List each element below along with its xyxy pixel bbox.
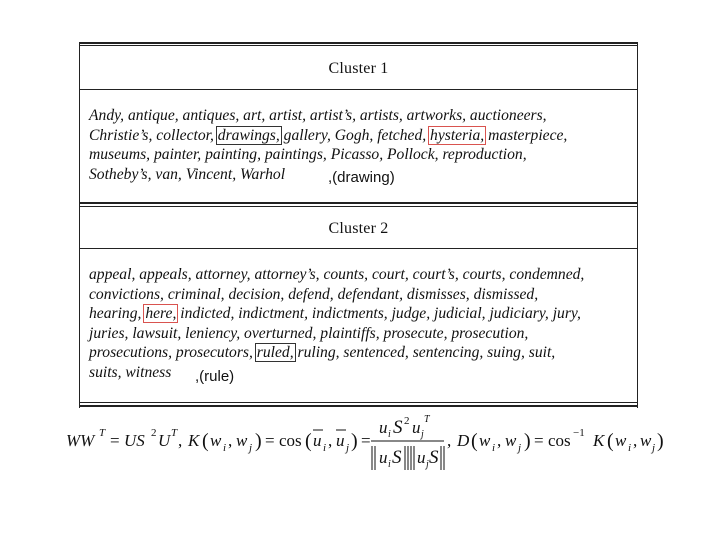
- formula-num-ui-sub: i: [388, 429, 391, 440]
- formula-uj-sub: j: [346, 442, 350, 454]
- formula-k2: K: [593, 431, 605, 450]
- formula-comma5: ,: [497, 431, 502, 450]
- word-line: [89, 324, 634, 344]
- formula-comma3: ,: [328, 431, 333, 450]
- word-text: suits, witness: [89, 363, 172, 381]
- word-text: Sotheby’s, van, Vincent, Warhol: [89, 165, 286, 183]
- formula-eq4: =: [534, 431, 544, 450]
- cluster2-title: Cluster 2: [328, 220, 389, 237]
- word-line: [89, 145, 634, 165]
- formula-wi: w: [210, 431, 222, 450]
- word-text: indicted, indictment, indictments, judge, judicial, judiciary, jury,: [176, 305, 581, 323]
- word-line: [89, 304, 634, 324]
- formula-d-wi-sub: i: [492, 442, 496, 454]
- formula-den-ui-sub: i: [388, 459, 391, 470]
- formula-eq3: =: [361, 431, 371, 450]
- formula-us: US: [124, 431, 145, 450]
- cluster2-header-rule: [79, 248, 638, 249]
- formula-comma2: ,: [228, 431, 233, 450]
- top-rule: [79, 42, 638, 44]
- word-text: appeal, appeals, attorney, attorney’s, counts, court, court’s, courts, condemned,: [89, 266, 585, 283]
- formula-d-wj: w: [505, 431, 517, 450]
- highlighted-word: drawings,: [217, 126, 280, 144]
- word-text: convictions, criminal, decision, defend, defendant, dismisses, dismissed,: [89, 285, 539, 303]
- word-line: [89, 343, 634, 363]
- formula-s-sq: 2: [151, 427, 157, 439]
- formula-wj: w: [236, 431, 248, 450]
- cluster1-note: ,(drawing): [328, 169, 395, 186]
- cluster-separator: [79, 202, 638, 204]
- word-line: [89, 285, 634, 305]
- formula-cos: cos: [279, 431, 302, 450]
- highlighted-word: ruled,: [256, 344, 294, 362]
- formula-k2-wi-sub: i: [628, 442, 632, 454]
- formula-paren5: (: [471, 430, 478, 452]
- formula-comma1: ,: [178, 431, 183, 450]
- cluster-separator-inner: [79, 206, 638, 207]
- formula-k2-wi: w: [615, 431, 627, 450]
- formula-d-wi: w: [479, 431, 491, 450]
- formula-wi-sub: i: [223, 442, 227, 454]
- formula-paren6: ): [524, 430, 531, 452]
- bottom-rule: [79, 405, 638, 407]
- word-text: Christie’s, collector,: [89, 126, 218, 144]
- word-line: [89, 265, 634, 285]
- bottom-rule-inner: [79, 402, 638, 403]
- formula-k2-wj-sub: j: [652, 442, 656, 454]
- formula-ww: WW: [66, 431, 95, 450]
- word-text: ruling, sentenced, sentencing, suing, suit,: [293, 344, 556, 362]
- formula-eq2: =: [265, 431, 275, 450]
- formula-d-wj-sub: j: [518, 442, 522, 454]
- formula-t2: T: [171, 427, 178, 439]
- formula-k2-wj: w: [640, 431, 652, 450]
- cluster1-title: Cluster 1: [328, 60, 389, 77]
- formula-num-ui: u: [379, 418, 388, 437]
- formula-paren4: ): [351, 430, 358, 452]
- word-line: [89, 126, 634, 146]
- cluster2-words: [89, 265, 634, 383]
- cluster2-note: ,(rule): [195, 368, 235, 385]
- formula-num-uj: u: [412, 418, 421, 437]
- formula-cosinv: cos: [548, 431, 571, 450]
- formula-paren7: (: [607, 430, 614, 452]
- formula-den-ui: u: [379, 448, 388, 467]
- word-text: masterpiece,: [484, 126, 568, 144]
- word-text: museums, painter, painting, paintings, Picasso, Pollock, reproduction,: [89, 146, 527, 164]
- top-rule-inner: [79, 45, 638, 46]
- formula-den-s1: S: [392, 447, 402, 468]
- word-line: [89, 363, 634, 383]
- cluster1-header-rule: [79, 89, 638, 90]
- word-text: prosecutions, prosecutors,: [89, 344, 257, 362]
- highlighted-word: hysteria,: [430, 126, 485, 144]
- formula-num-uj-sub: j: [421, 429, 424, 440]
- cluster-table: [79, 42, 638, 408]
- word-line: [89, 106, 634, 126]
- formula-comma4: ,: [447, 431, 452, 450]
- formula-paren1: (: [202, 430, 209, 452]
- formula-num-t: T: [424, 414, 430, 425]
- formula-t1: T: [99, 427, 106, 439]
- formula-ui: u: [313, 431, 322, 450]
- formula-den-s2: S: [429, 447, 439, 468]
- formula-wj-sub: j: [249, 442, 253, 454]
- formula-uj: u: [336, 431, 345, 450]
- word-text: juries, lawsuit, leniency, overturned, plaintiffs, prosecute, prosecution,: [89, 324, 529, 342]
- formula-d: D: [457, 431, 470, 450]
- formula-comma6: ,: [633, 431, 638, 450]
- formula-k: K: [188, 431, 200, 450]
- word-text: Andy, antique, antiques, art, artist, artist’s, artists, artworks, auctioneers,: [89, 107, 547, 124]
- formula-den-uj: u: [417, 448, 426, 467]
- formula-num-s: S: [393, 417, 403, 438]
- formula-u: U: [158, 431, 171, 450]
- highlighted-word: here,: [145, 305, 177, 323]
- formula-paren3: (: [305, 430, 312, 452]
- formula-eq1: =: [110, 431, 120, 450]
- formula-paren2: ): [255, 430, 262, 452]
- word-text: gallery, Gogh, fetched,: [279, 126, 431, 144]
- formula-ui-sub: i: [323, 442, 327, 454]
- formula-num-sq: 2: [404, 415, 410, 427]
- formula: [66, 410, 666, 480]
- formula-inv: −1: [573, 427, 585, 439]
- word-text: hearing,: [89, 305, 146, 323]
- formula-den-uj-sub: j: [426, 459, 429, 470]
- formula-paren8: ): [657, 430, 664, 452]
